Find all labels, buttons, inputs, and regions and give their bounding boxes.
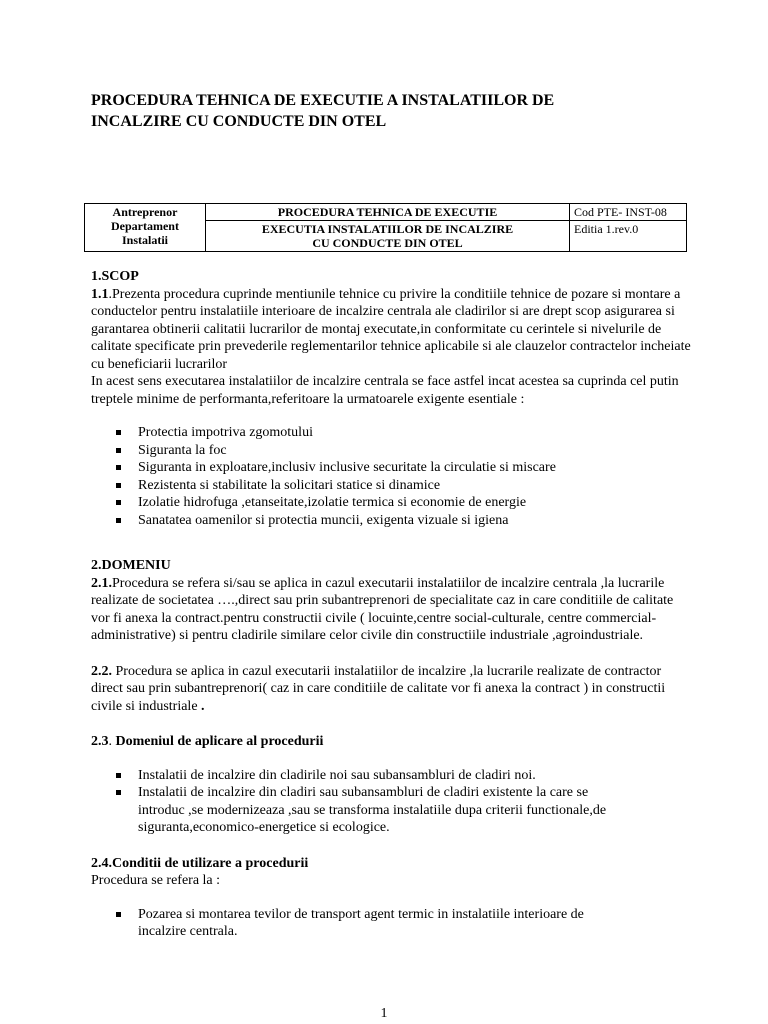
paragraph-2-1 — [91, 575, 691, 645]
subsection-2-3 — [91, 733, 691, 751]
organization-cell — [85, 204, 206, 252]
list-item — [116, 767, 691, 785]
subject-line-1: EXECUTIA INSTALATIILOR DE INCALZIRE — [261, 222, 514, 236]
paragraph-text: Procedura se aplica in cazul executarii instalatiilor de incalzire ,la lucrarile realizate de contractor direct sau prin subantreprenori( caz in care conditiile de calitate vor fi anexa la contract ) in constructii civile si industriale — [91, 663, 666, 714]
edition-cell: Editia 1.rev.0 — [570, 221, 687, 252]
list-item: Izolatie hidrofuga ,etanseitate,izolatie termica si economie de energie — [116, 494, 691, 512]
paragraph-number: 2.1. — [91, 575, 112, 591]
list-item: Sanatatea oamenilor si protectia muncii, exigenta vizuale si igiena — [116, 512, 691, 530]
paragraph-1-1 — [91, 286, 691, 374]
paragraph-text: .Prezenta procedura cuprinde mentiunile tehnice cu privire la conditiile tehnice de pozare si montare a conductelor pentru instalatiile interioare de incalzire centrala ale cladirilor si are drept scop asigurarea si garantarea obtinerii calitatii lucrarilor de montaj executate,in conformitate cu cerintele si nivelurile de calitate specificate prin prevederile reglementarilor tehnice aplicabile si ale clauzelor contractelor incheiate cu beneficiarii lucrarilor — [91, 286, 691, 372]
subsection-dot: . — [108, 734, 116, 749]
paragraph-text: Procedura se refera si/sau se aplica in cazul executarii instalatiilor de incalzire centrala ,la lucrarile realizate de societatea ….,direct sau prin subantreprenori de specialitate caz in care conditiile de calitate vor fi anexa la contract.pentru constructii civile ( locuinte,centre social-culturale, centre commercial-administrative) si pentru cladirile similare celor civile din constructiile industriale ,agroindustriale. — [91, 575, 674, 643]
section-heading-scop: 1.SCOP — [91, 269, 139, 284]
org-line-2: Departament — [111, 219, 179, 233]
list-item: Protectia impotriva zgomotului — [116, 424, 691, 442]
application-scope-list — [91, 767, 691, 837]
paragraph-2-2 — [91, 663, 691, 716]
list-item-line: introduc ,se modernizeaza ,sau se transforma instalatiile dupa criterii functionale,de — [138, 802, 607, 818]
subject-cell — [206, 221, 570, 252]
list-item — [116, 784, 691, 837]
procedure-title-cell: PROCEDURA TEHNICA DE EXECUTIE — [206, 204, 570, 221]
list-item-line: Pozarea si montarea tevilor de transport agent termic in instalatiile interioare de — [138, 906, 584, 922]
list-item-line: Instalatii de incalzire din cladiri sau subansambluri de cladiri existente la care se — [138, 785, 589, 800]
list-item: Siguranta la foc — [116, 442, 691, 460]
subject-line-2: CU CONDUCTE DIN OTEL — [312, 236, 463, 250]
requirements-list — [91, 424, 691, 529]
list-item: Siguranta in exploatare,inclusiv inclusive securitate la circulatie si miscare — [116, 459, 691, 477]
list-item-line: siguranta,economico-energetice si ecologice. — [138, 820, 390, 835]
list-item — [116, 906, 691, 941]
paragraph-number: 2.2. — [91, 663, 112, 679]
subsection-2-4-text: Procedura se refera la : — [91, 873, 221, 888]
subsection-title: Domeniul de aplicare al procedurii — [115, 734, 324, 749]
title-line-2: INCALZIRE CU CONDUCTE DIN OTEL — [91, 113, 387, 130]
org-line-3: Instalatii — [121, 233, 168, 247]
procedure-header-table — [84, 203, 687, 252]
subsection-number: 2.3 — [91, 734, 109, 749]
code-cell: Cod PTE- INST-08 — [570, 204, 687, 221]
usage-conditions-list — [91, 906, 691, 941]
section-heading-domeniu: 2.DOMENIU — [91, 558, 171, 573]
document-title — [91, 90, 651, 132]
list-item-line: incalzire centrala. — [138, 924, 238, 939]
page-number: 1 — [380, 1006, 388, 1021]
subsection-2-4-title: 2.4.Conditii de utilizare a procedurii — [91, 855, 309, 871]
paragraph-end-mark: . — [201, 698, 205, 714]
paragraph-number: 1.1 — [91, 286, 109, 302]
title-line-1: PROCEDURA TEHNICA DE EXECUTIE A INSTALATIILOR DE — [91, 92, 555, 109]
org-line-1: Antreprenor — [112, 205, 178, 219]
list-item-line: Instalatii de incalzire din cladirile noi sau subansambluri de cladiri noi. — [138, 767, 536, 783]
document-body — [91, 268, 691, 941]
list-item: Rezistenta si stabilitate la solicitari statice si dinamice — [116, 477, 691, 495]
paragraph-scope-intro: In acest sens executarea instalatiilor de incalzire centrala se face astfel incat acestea sa cuprinda cel putin treptele minime de performanta,referitoare la urmatoarele exigente esentiale : — [91, 374, 679, 407]
